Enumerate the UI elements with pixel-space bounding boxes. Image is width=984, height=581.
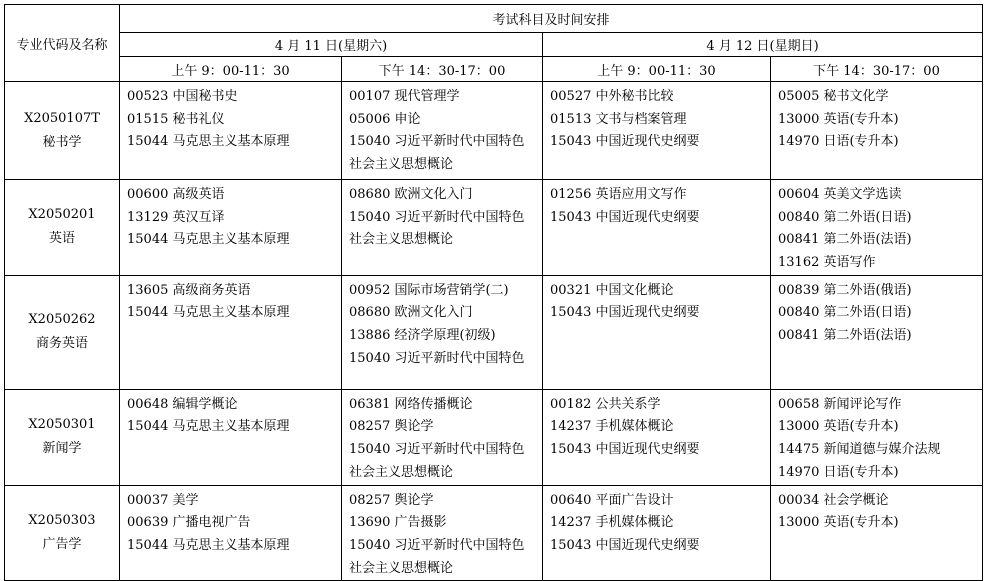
slot-header: 下午 14：30-17：00: [342, 57, 543, 82]
subject-line: 社会主义思想概论: [349, 157, 454, 173]
major-code: X2050301: [28, 417, 96, 433]
subject-line: 08680 欧洲文化入门: [349, 305, 473, 321]
subject-line: 14970 日语(专升本): [778, 134, 899, 150]
subject-cell: [120, 82, 342, 180]
subject-line: 01513 文书与档案管理: [550, 111, 687, 127]
subject-cell: [771, 82, 983, 180]
major-name: 商务英语: [35, 336, 88, 352]
subject-line: 15044 马克思主义基本原理: [127, 134, 290, 150]
subject-line: 社会主义思想概论: [349, 464, 454, 480]
subject-line: 00527 中外秘书比较: [550, 89, 674, 104]
subject-cell: [543, 389, 771, 485]
major-cell: [5, 82, 120, 180]
subject-cell: [120, 485, 342, 581]
subject-cell: [771, 485, 983, 581]
subject-line: 13690 广告摄影: [349, 515, 447, 531]
subject-line: 00600 高级英语: [127, 187, 225, 202]
major-code: X2050107T: [24, 110, 100, 126]
subject-line: 00034 社会学概论: [778, 492, 889, 508]
subject-line: 15040 习近平新时代中国特色: [349, 537, 525, 553]
slot-header: 下午 14：30-17：00: [771, 57, 983, 82]
subject-cell: [342, 180, 543, 276]
subject-line: 00523 中国秘书史: [127, 89, 238, 104]
subject-line: 13162 英语写作: [778, 255, 876, 271]
major-cell: [5, 275, 120, 389]
major-column-header: 专业代码及名称: [5, 5, 120, 82]
table-row: [5, 82, 983, 180]
date-header-2: 4 月 12 日(星期日): [543, 33, 983, 57]
subject-line: 15044 马克思主义基本原理: [127, 232, 290, 248]
major-name: 秘书学: [42, 134, 82, 150]
subject-line: 15044 马克思主义基本原理: [127, 419, 290, 435]
subject-cell: [342, 275, 543, 389]
major-code: X2050262: [28, 312, 96, 328]
subject-line: 13000 英语(专升本): [778, 111, 899, 127]
table-row: [5, 389, 983, 485]
subject-cell: [120, 180, 342, 276]
subject-line: 15040 习近平新时代中国特色: [349, 209, 525, 225]
major-cell: [5, 389, 120, 485]
subject-line: 15043 中国近现代史纲要: [550, 305, 700, 321]
subject-line: 13886 经济学原理(初级): [349, 328, 496, 344]
subject-line: 15043 中国近现代史纲要: [550, 209, 700, 225]
subject-line: 06381 网络传播概论: [349, 396, 473, 412]
subject-line: 13129 英汉互译: [127, 209, 225, 225]
subject-line: 00841 第二外语(法语): [778, 328, 912, 344]
subject-line: 14475 新闻道德与媒介法规: [778, 442, 941, 458]
subject-line: 社会主义思想概论: [349, 232, 454, 248]
subject-line: 社会主义思想概论: [349, 560, 454, 576]
subject-cell: [771, 180, 983, 276]
subject-line: 00658 新闻评论写作: [778, 396, 902, 412]
subject-line: 13000 英语(专升本): [778, 515, 899, 531]
subject-cell: [342, 389, 543, 485]
subject-line: 00952 国际市场营销学(二): [349, 282, 509, 298]
subject-line: 05005 秘书文化学: [778, 89, 889, 104]
subject-line: 00037 美学: [127, 492, 199, 508]
subject-line: 15043 中国近现代史纲要: [550, 537, 700, 553]
subject-cell: [342, 82, 543, 180]
major-cell: [5, 180, 120, 276]
subject-line: 13605 高级商务英语: [127, 282, 251, 298]
subject-cell: [771, 275, 983, 389]
major-code: X2050303: [28, 512, 96, 528]
subject-line: 00321 中国文化概论: [550, 282, 674, 298]
subject-line: 15044 马克思主义基本原理: [127, 305, 290, 321]
major-name: 英语: [48, 231, 75, 247]
subject-line: 15043 中国近现代史纲要: [550, 442, 700, 458]
subject-line: 00648 编辑学概论: [127, 396, 238, 412]
subject-line: 05006 申论: [349, 111, 421, 127]
subject-cell: [543, 275, 771, 389]
subject-cell: [543, 82, 771, 180]
subject-line: 00182 公共关系学: [550, 396, 661, 412]
subject-line: 00640 平面广告设计: [550, 492, 674, 508]
subject-line: 15040 习近平新时代中国特色: [349, 442, 525, 458]
table-row: [5, 275, 983, 389]
subject-line: 00639 广播电视广告: [127, 515, 251, 531]
subject-cell: [120, 389, 342, 485]
major-name: 新闻学: [42, 441, 82, 457]
subject-line: 01515 秘书礼仪: [127, 111, 225, 127]
subject-line: 00604 英美文学选读: [778, 187, 902, 202]
subject-line: 15040 习近平新时代中国特色: [349, 134, 525, 150]
subject-line: 15040 习近平新时代中国特色: [349, 350, 525, 366]
major-code: X2050201: [28, 207, 96, 223]
slot-header: 上午 9：00-11：30: [120, 57, 342, 82]
major-name: 广告学: [42, 536, 82, 552]
subject-line: 15044 马克思主义基本原理: [127, 537, 290, 553]
subject-line: 00107 现代管理学: [349, 89, 460, 104]
subject-line: 14237 手机媒体概论: [550, 515, 674, 531]
subject-line: 15043 中国近现代史纲要: [550, 134, 700, 150]
subject-line: 08680 欧洲文化入门: [349, 187, 473, 202]
major-cell: [5, 485, 120, 581]
subject-cell: [342, 485, 543, 581]
subject-cell: [120, 275, 342, 389]
table-row: [5, 180, 983, 276]
subject-line: 14970 日语(专升本): [778, 464, 899, 480]
subject-line: 14237 手机媒体概论: [550, 419, 674, 435]
table-row: [5, 485, 983, 581]
subject-cell: [543, 180, 771, 276]
exam-schedule-table: [4, 4, 983, 581]
subject-line: 00840 第二外语(日语): [778, 209, 912, 225]
subject-line: 00839 第二外语(俄语): [778, 282, 912, 298]
table-body: [5, 82, 983, 581]
subject-line: 08257 舆论学: [349, 419, 434, 435]
subject-line: 13000 英语(专升本): [778, 419, 899, 435]
subject-line: 08257 舆论学: [349, 492, 434, 508]
subject-line: 00840 第二外语(日语): [778, 305, 912, 321]
subject-line: 00841 第二外语(法语): [778, 232, 912, 248]
schedule-title-header: 考试科目及时间安排: [120, 5, 983, 33]
subject-cell: [543, 485, 771, 581]
subject-cell: [771, 389, 983, 485]
subject-line: 01256 英语应用文写作: [550, 187, 687, 202]
date-header-1: 4 月 11 日(星期六): [120, 33, 543, 57]
slot-header: 上午 9：00-11：30: [543, 57, 771, 82]
